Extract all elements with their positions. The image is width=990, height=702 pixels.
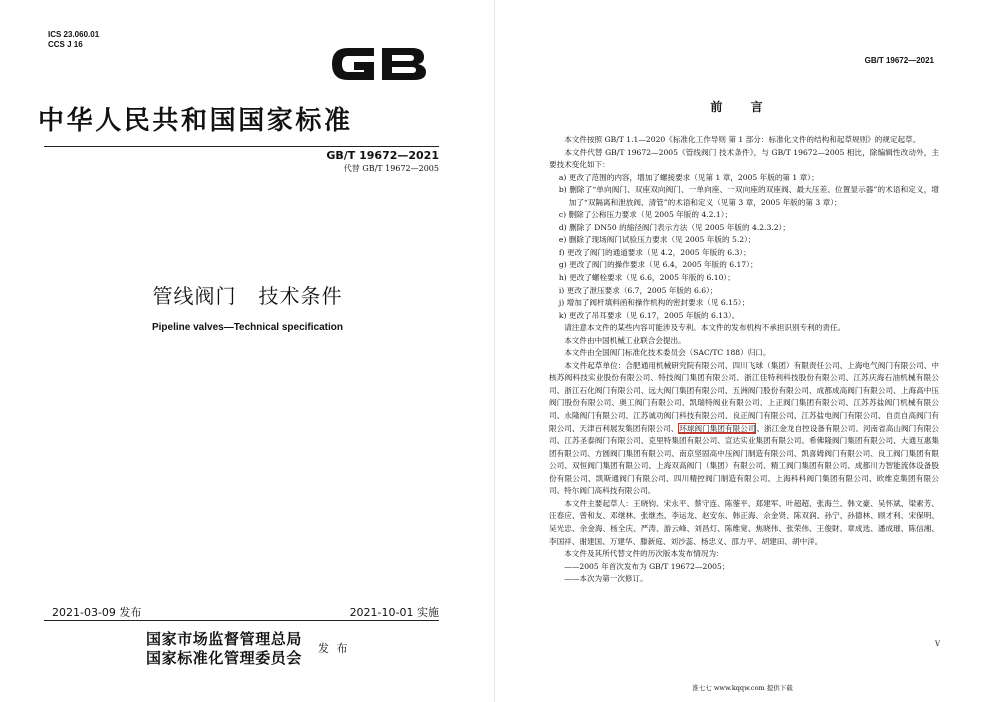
document-title: 管线阀门 技术条件	[152, 284, 343, 308]
paragraph-drafting-rule: 本文件按照 GB/T 1.1—2020《标准化工作导则 第 1 部分：标准化文件的结构和起草规则》的规定起草。	[564, 135, 921, 144]
change-item: c) 删除了公称压力要求（见 2005 年版的 4.2.1）；	[558, 210, 733, 220]
page-number: V	[935, 640, 941, 648]
issuer-line-2: 国家标准化管理委员会	[146, 649, 303, 667]
foreword-page	[495, 0, 990, 702]
change-item: i) 更改了泄压要求（6.7，2005 年版的 6.6）；	[558, 285, 718, 295]
document-title-en: Pipeline valves—Technical specification	[151, 322, 343, 333]
issue-label: 发 布	[318, 642, 350, 655]
classification-codes	[48, 30, 99, 50]
download-watermark: 淮七七 www.kqqw.com 提供下载	[692, 684, 793, 692]
foreword-body	[549, 134, 939, 586]
paragraph-committee: 本文件由全国阀门标准化技术委员会（SAC/TC 188）归口。	[564, 348, 771, 358]
change-item: e) 删除了现场阀门试验压力要求（见 2005 年版的 5.2）；	[558, 235, 756, 245]
change-item: b) 删除了“单向阀门、双座双向阀门、一单向座、一双向座的双座阀、最大压差、位置显示器”的术语和定义，增加了“双隔离和泄放阀、清管”的术语和定义（见第 3 章，2005 年版的第 3 章）；	[558, 185, 939, 207]
standard-number: GB/T 19672—2021	[326, 149, 439, 162]
change-item: d) 删除了 DN50 的缩径阀门表示方法（见 2005 年版的 4.2.3.2）；	[558, 222, 790, 232]
change-item: f) 更改了阀门的通道要求（见 4.2，2005 年版的 6.3）；	[558, 247, 751, 257]
foreword-heading: 前 言	[710, 100, 775, 114]
highlighted-company: 环球阀门集团有限公司	[679, 423, 756, 433]
history-item: ——本次为第一次修订。	[564, 574, 648, 584]
paragraph-proposer: 本文件由中国机械工业联合会提出。	[564, 335, 686, 345]
paragraph-drafters: 本文件主要起草人：王晓钧、宋永平、蔡守连、陈蓥平、郑建军、叶超超、张海兰、韩文豪、吴怀斌、梁素芳、汪春应、曾和友、邓继林、张继杰、李运龙、赵安东、韩正海、佘金贤、陈双润、孙宁、孙德林、顾才利、宋保明、吴光忠、余金海、杨全庆、严涛、游云峰、刘昌灯、陈维宽、焦晓伟、张荣伟、王俊財、章成选、潘成璀、陈信湘、李国祥、谢建国、万建华、滕新庭、刘沙蕊、杨忠义、邵力平、胡建田、胡中洋。	[549, 498, 939, 546]
paragraph-drafting-units	[549, 360, 939, 498]
paragraph-history: 本文件及其所代替文件的历次版本发布情况为：	[564, 549, 724, 559]
bottom-rule	[44, 620, 439, 621]
change-item: h) 更改了螺栓要求（见 6.6，2005 年版的 6.10）；	[558, 273, 735, 283]
drafting-units-part-1: 本文件起草单位：合肥通用机械研究院有限公司、四川飞球（集团）有限责任公司、上海电气阀门有限公司、中核苏阀科技实业股份有限公司、特技阀门集团有限公司、浙江佳特利科技股份有限公司、江苏庆海石油机械有限公司、浙江石化阀门有限公司、远大阀门集团有限公司、五洲阀门股份有限公司、成都成高阀门有限公司、上海高中压阀门股份有限公司、奥工阀门有限公司、凯瑞特阀业有限公司、上正阀门集团有限公司、江苏苏盐阀门机械有限公司、永隆阀门有限公司、江苏诚功阀门科技有限公司、良正阀门有限公司、江苏盐电阀门有限公司、自贡自高阀门有限公司、天津百利展发集团有限公司、	[549, 360, 939, 433]
header-standard-number: GB/T 19672—2021	[864, 56, 934, 65]
change-item: g) 更改了阀门的操作要求（见 6.4，2005 年版的 6.17）；	[558, 260, 758, 270]
ics-code: ICS 23.060.01	[48, 30, 100, 39]
drafting-units-part-2: 、浙江金龙自控设备有限公司、河南省高山阀门有限公司、江苏圣泰阀门有限公司、克里特集团有限公司、宣达实业集团有限公司、希佛隆阀门集团有限公司、大通互惠集团有限公司、方圆阀门集团有限公司、南京坚固高中压阀门制造有限公司、凯喜姆阀门有限公司、良工阀门集团有限公司、双恒阀门集团有限公司、上海双高阀门（集团）有限公司、精工阀门集团有限公司、成都川力智能流体设备股份有限公司、凯斯通阀门有限公司、四川精控阀门制造有限公司、上海科科阀门集团有限公司、欧维克集团有限公司、特尔阀门高科技有限公司。	[549, 423, 940, 496]
paragraph-replaces: 本文件代替 GB/T 19672—2005《管线阀门 技术条件》，与 GB/T 19672—2005 相比，除编辑性改动外，主要技术变化如下：	[549, 147, 939, 170]
implement-date: 2021-10-01 实施	[349, 606, 439, 619]
change-item: j) 增加了阀杆填料函和操作机构的密封要求（见 6.15）；	[558, 298, 750, 308]
history-item: ——2005 年首次发布为 GB/T 19672—2005；	[564, 561, 730, 571]
issuer-block	[146, 630, 302, 668]
standard-type-title: 中华人民共和国国家标准	[38, 106, 353, 136]
paragraph-patent-note: 请注意本文件的某些内容可能涉及专利。本文件的发布机构不承担识别专利的责任。	[564, 323, 846, 333]
ccs-code: CCS J 16	[48, 40, 83, 49]
top-rule	[44, 146, 439, 147]
change-item: k) 更改了吊耳要求（见 6.17，2005 年版的 6.13）。	[558, 310, 740, 320]
issuer-line-1: 国家市场监督管理总局	[146, 630, 303, 648]
publish-date: 2021-03-09 发布	[52, 606, 142, 619]
replaces-note: 代替 GB/T 19672—2005	[343, 164, 439, 173]
change-item: a) 更改了范围的内容，增加了螺接要求（见第 1 章，2005 年版的第 1 章）；	[558, 172, 819, 182]
gb-logo	[328, 40, 430, 88]
